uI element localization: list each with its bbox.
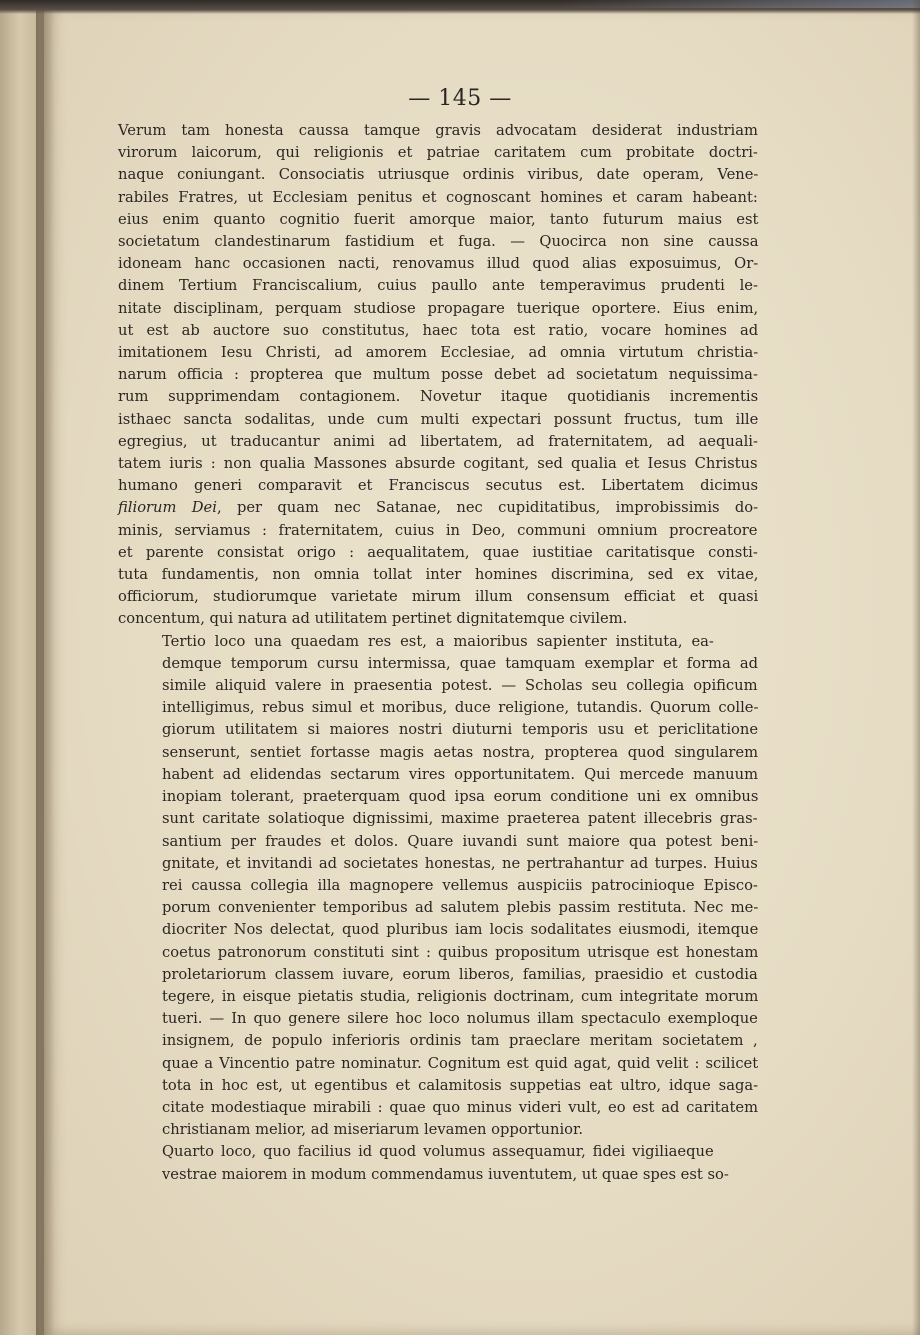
text-line: filiorum Dei, per quam nec Satanae, nec cupiditatibus, improbissimis do- xyxy=(118,499,759,517)
text-line: societatum clandestinarum fastidium et fuga. — Quocirca non sine caussa xyxy=(118,233,759,251)
body-text xyxy=(118,120,758,1186)
text-line: habent ad elidendas sectarum vires opportunitatem. Qui mercede manuum xyxy=(162,765,759,783)
text-line: proletariorum classem iuvare, eorum liberos, familias, praesidio et custodia xyxy=(162,965,758,983)
right-page-edge xyxy=(912,0,920,1335)
text-line: ut est ab auctore suo constitutus, haec tota est ratio, vocare homines ad xyxy=(118,321,759,339)
text-line: porum convenienter temporibus ad salutem plebis passim restituta. Nec me- xyxy=(162,899,759,917)
text-line: tatem iuris : non qualia Massones absurde cogitant, sed qualia et Iesus Christus xyxy=(118,455,758,473)
text-line: idoneam hanc occasionen nacti, renovamus illud quod alias exposuimus, Or- xyxy=(118,255,759,273)
text-line: naque coniungant. Consociatis utriusque ordinis viribus, date operam, Vene- xyxy=(118,166,759,184)
text-line: egregius, ut traducantur animi ad libertatem, ad fraternitatem, ad aequali- xyxy=(118,432,758,450)
text-line: demque temporum cursu intermissa, quae tamquam exemplar et forma ad xyxy=(162,654,759,672)
text-line: rum supprimendam contagionem. Novetur itaque quotidianis incrementis xyxy=(118,388,759,406)
text-line: senserunt, sentiet fortasse magis aetas nostra, propterea quod singularem xyxy=(162,743,759,761)
text-line: coetus patronorum constituti sint : quibus propositum utrisque est honestam xyxy=(162,943,759,961)
text-line: tota in hoc est, ut egentibus et calamitosis suppetias eat ultro, idque saga- xyxy=(162,1076,759,1094)
text-line: dinem Tertium Franciscalium, cuius paullo ante temperavimus prudenti le- xyxy=(118,277,758,295)
text-line: rabiles Fratres, ut Ecclesiam penitus et cognoscant homines et caram habeant: xyxy=(118,188,758,206)
text-line: sunt caritate solatioque dignissimi, maxime praeterea patent illecebris gras- xyxy=(162,810,758,828)
text-line: et parente consistat origo : aequalitatem, quae iustitiae caritatisque consti- xyxy=(118,543,758,561)
text-line: concentum, qui natura ad utilitatem pertinet dignitatemque civilem. xyxy=(118,610,628,628)
text-line: narum officia : propterea que multum posse debet ad societatum nequissima- xyxy=(118,366,758,384)
text-line: quae a Vincentio patre nominatur. Cognitum est quid agat, quid velit : scilicet xyxy=(162,1054,759,1072)
text-line: tuta fundamentis, non omnia tollat inter homines discrimina, sed ex vitae, xyxy=(118,566,759,584)
text-line: tegere, in eisque pietatis studia, religionis doctrinam, cum integritate morum xyxy=(162,987,759,1005)
paragraph xyxy=(118,1141,758,1185)
text-line: gnitate, et invitandi ad societates honestas, ne pertrahantur ad turpes. Huius xyxy=(162,854,758,872)
text-line: eius enim quanto cognitio fuerit amorque maior, tanto futurum maius est xyxy=(118,210,759,228)
top-edge-highlight xyxy=(560,0,920,8)
paragraph xyxy=(118,631,758,1142)
text-line: Tertio loco una quaedam res est, a maioribus sapienter instituta, ea- xyxy=(162,632,714,650)
text-line: Verum tam honesta caussa tamque gravis advocatam desiderat industriam xyxy=(118,122,758,139)
text-line: inopiam tolerant, praeterquam quod ipsa eorum conditione uni ex omnibus xyxy=(162,788,759,806)
text-line: vestrae maiorem in modum commendamus iuventutem, ut quae spes est so- xyxy=(162,1165,729,1183)
paragraph xyxy=(118,120,758,631)
text-line: santium per fraudes et dolos. Quare iuvandi sunt maiore qua potest beni- xyxy=(162,832,759,850)
text-line: rei caussa collegia illa magnopere vellemus auspiciis patrocinioque Episco- xyxy=(162,876,758,894)
text-line: Quarto loco, quo facilius id quod volumus assequamur, fidei vigiliaeque xyxy=(162,1143,714,1161)
page-number: — 145 — xyxy=(408,86,512,111)
text-line: minis, serviamus : fraternitatem, cuius in Deo, communi omnium procreatore xyxy=(118,521,758,539)
text-line: nitate disciplinam, perquam studiose propagare tuerique oportere. Eius enim, xyxy=(118,299,759,317)
text-line: simile aliquid valere in praesentia potest. — Scholas seu collegia opificum xyxy=(162,677,758,695)
text-line: insignem, de populo inferioris ordinis tam praeclare meritam societatem , xyxy=(162,1032,758,1050)
text-line: citate modestiaque mirabili : quae quo minus videri vult, eo est ad caritatem xyxy=(162,1098,758,1116)
text-line: christianam melior, ad miseriarum levamen opportunior. xyxy=(162,1121,584,1139)
text-line: isthaec sancta sodalitas, unde cum multi expectari possunt fructus, tum ille xyxy=(118,410,759,428)
book-gutter-shadow xyxy=(36,0,54,1335)
text-line: officiorum, studiorumque varietate mirum illum consensum efficiat et quasi xyxy=(118,588,759,606)
text-line: diocriter Nos delectat, quod pluribus iam locis sodalitates eiusmodi, itemque xyxy=(162,921,759,939)
text-line: imitationem Iesu Christi, ad amorem Ecclesiae, ad omnia virtutum christia- xyxy=(118,344,759,362)
text-line: intelligimus, rebus simul et moribus, duce religione, tutandis. Quorum colle- xyxy=(162,699,759,717)
text-line: virorum laicorum, qui religionis et patriae caritatem cum probitate doctri- xyxy=(118,144,758,162)
text-line: humano generi comparavit et Franciscus secutus est. Libertatem dicimus xyxy=(118,477,759,495)
text-line: tueri. — In quo genere silere hoc loco nolumus illam spectaculo exemploque xyxy=(162,1010,758,1028)
text-line: giorum utilitatem si maiores nostri diuturni temporis usu et periclitatione xyxy=(162,721,759,739)
